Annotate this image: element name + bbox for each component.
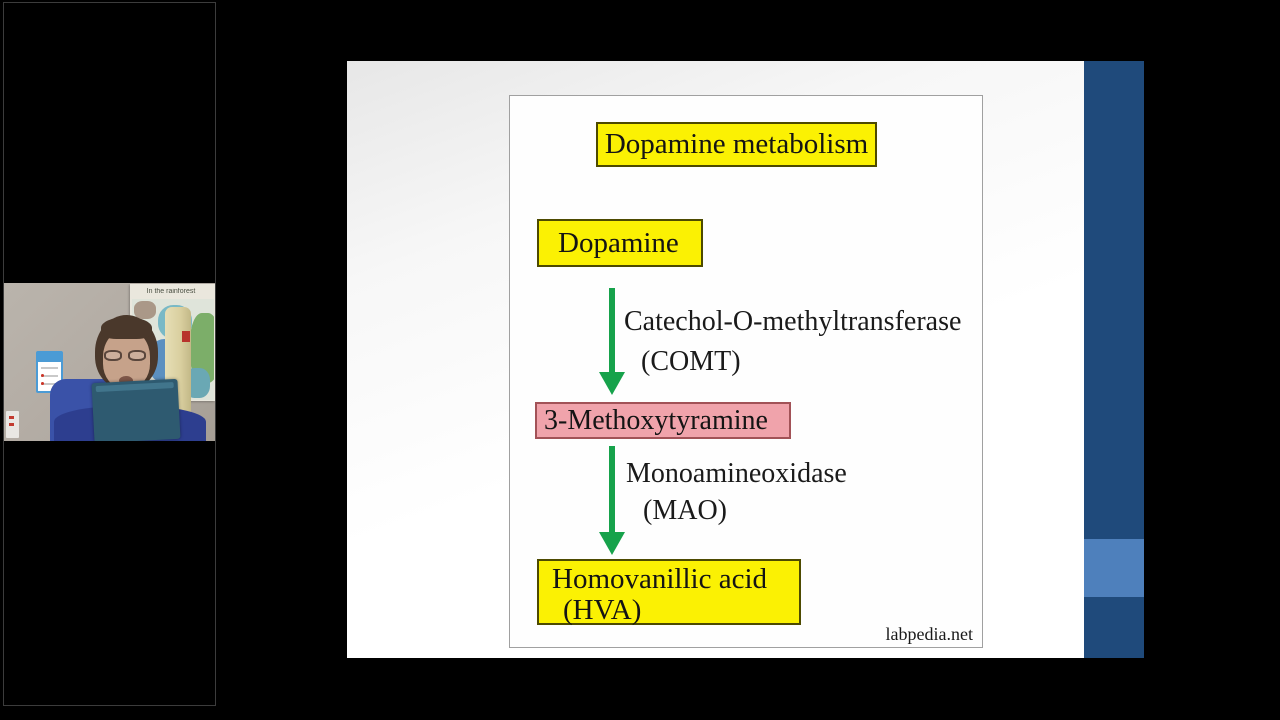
enzyme-name: Catechol-O-methyltransferase	[624, 306, 962, 337]
pillar-red-label	[182, 331, 190, 342]
webcam-video	[4, 283, 215, 441]
slide-accent-bar-highlight	[1084, 539, 1144, 597]
glasses-right-lens	[128, 350, 146, 361]
enzyme-abbreviation: (MAO)	[643, 495, 727, 526]
arrow-shaft	[609, 288, 615, 372]
node-label-line1: Homovanillic acid	[552, 563, 768, 595]
desk-object-mark	[9, 416, 14, 419]
desk-object-mark	[9, 423, 14, 426]
person-hair-fringe	[101, 317, 152, 339]
arrow-shaft	[609, 446, 615, 532]
node-3-methoxytyramine: 3-Methoxytyramine	[535, 402, 791, 439]
node-dopamine: Dopamine	[537, 219, 703, 267]
poster-title-text: In the rainforest	[146, 288, 196, 295]
node-label-line2: (HVA)	[563, 594, 642, 626]
enzyme-name: Monoamineoxidase	[626, 458, 847, 489]
notice-text-line	[41, 367, 58, 369]
presentation-slide	[347, 61, 1144, 658]
notice-bullet	[41, 382, 44, 385]
node-homovanillic-acid	[537, 559, 801, 625]
diagram-title: Dopamine metabolism	[596, 122, 877, 167]
enzyme-abbreviation: (COMT)	[641, 346, 741, 377]
book-edge	[96, 382, 174, 392]
slide-accent-bar	[1084, 61, 1144, 658]
notice-header	[38, 353, 61, 362]
notice-bullet	[41, 374, 44, 377]
desk-object	[6, 411, 19, 438]
watermark: labpedia.net	[885, 624, 973, 644]
enzyme-label-comt	[624, 302, 961, 382]
webcam-panel	[3, 2, 216, 706]
arrow-head	[599, 532, 625, 555]
diagram-frame	[509, 95, 983, 648]
enzyme-label-mao	[626, 455, 847, 529]
arrow-head	[599, 372, 625, 395]
glasses-left-lens	[104, 350, 122, 361]
held-book	[91, 379, 180, 441]
